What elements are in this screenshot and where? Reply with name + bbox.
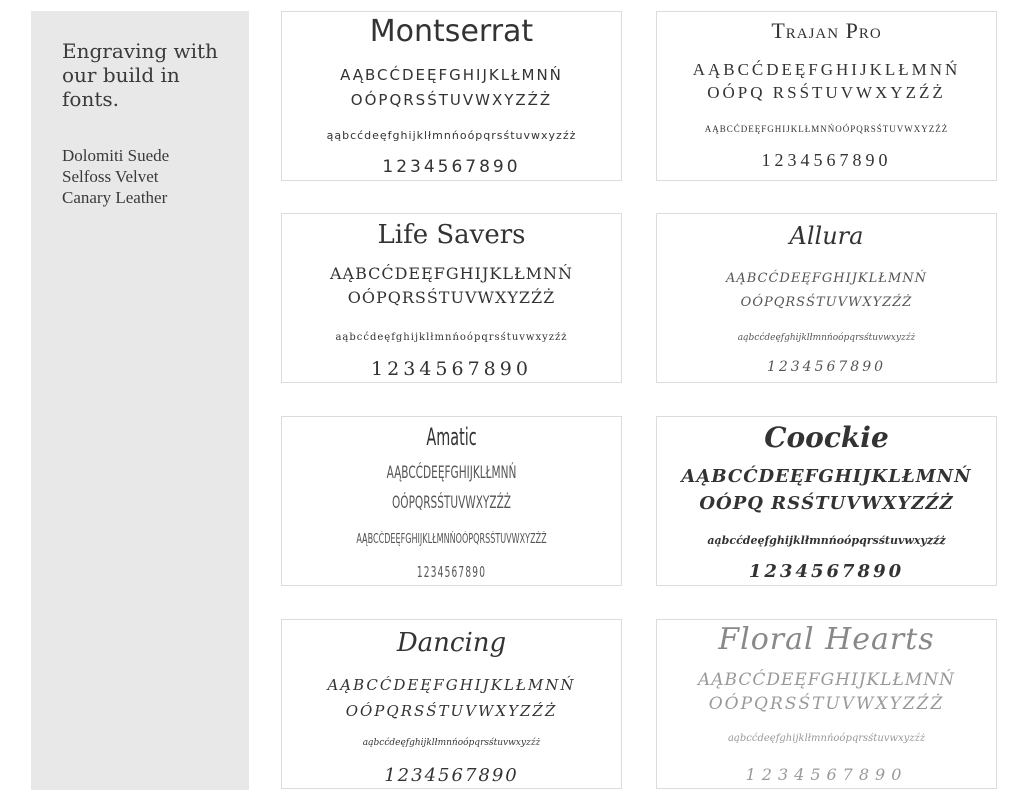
font-name: Trajan Pro: [771, 18, 882, 43]
digits-sample: 1234567890: [748, 561, 905, 582]
digits-sample: 1234567890: [384, 765, 519, 786]
uppercase-sample-line-2: OÓPQ RSŚTUVWXYZŹŻ: [707, 83, 946, 102]
material-item: Dolomiti Suede: [62, 146, 170, 165]
font-name: Life Savers: [377, 220, 526, 250]
font-card-floral-hearts: [656, 619, 997, 789]
lowercase-sample: aąbcćdeęfghijklłmnńoópqrsśtuvwxyzźż: [335, 332, 568, 343]
sidebar-panel: [31, 11, 249, 790]
uppercase-sample-line-1: AĄBCĆDEĘFGHIJKLŁMNŃ: [725, 271, 928, 286]
uppercase-sample-line-1: AĄBCĆDEĘFGHIJKLŁMNŃ: [692, 60, 961, 79]
font-name: Floral Hearts: [718, 622, 935, 657]
uppercase-sample-line-2: OÓPQRSŚTUVWXYZŹŻ: [391, 493, 512, 513]
font-name: Montserrat: [369, 14, 534, 49]
font-card-coockie: [656, 416, 997, 586]
uppercase-sample-line-2: OÓPQRSŚTUVWXYZŹŻ: [345, 702, 558, 720]
material-item: Canary Leather: [62, 188, 168, 207]
uppercase-sample-line-2: OÓPQRSŚTUVWXYZŹŻ: [708, 694, 945, 714]
digits-sample: 1234567890: [761, 150, 892, 170]
material-item: Selfoss Velvet: [62, 167, 159, 186]
lowercase-sample: aąbcćdeęfghijklłmnńoópqrsśtuvwxyzźż: [362, 738, 541, 748]
uppercase-sample-line-1: AĄBCĆDEĘFGHIJKLŁMNŃ: [340, 66, 563, 84]
lowercase-sample: aąbcćdeęfghijklłmnńoópqrsśtuvwxyzźż: [707, 534, 946, 547]
materials-list: [62, 145, 242, 208]
lowercase-sample: ąąbcćdeęfghijklłmnńoópqrsśtuvwxyzźż: [326, 129, 577, 142]
uppercase-sample-line-2: OÓPQ RSŚTUVWXYZŹŻ: [699, 493, 954, 514]
uppercase-sample-line-1: AĄBCĆDEĘFGHIJKLŁMNŃ: [329, 264, 574, 283]
font-card-dancing: [281, 619, 622, 789]
lowercase-sample: aąbcćdeęfghijklłmnńoópqrsśtuvwxyzźż: [727, 733, 926, 744]
font-card-allura: [656, 213, 997, 383]
font-name: Coockie: [764, 421, 889, 454]
font-name: Allura: [789, 222, 864, 250]
lowercase-sample: AĄBCĆDEĘFGHIJKLŁMNŃOÓPQRSŚTUVWXYZŹŻ: [704, 124, 949, 134]
lowercase-sample: AĄBCĆDEĘFGHIJKLŁMNŃOÓPQRSŚTUVWXYZŹŻ: [356, 532, 547, 547]
digits-sample: 1234567890: [371, 358, 532, 380]
font-name: Amatic: [426, 423, 477, 451]
digits-sample: 1234567890: [416, 563, 487, 581]
uppercase-sample-line-2: OÓPQRSŚTUVWXYZŹŻ: [347, 288, 556, 307]
uppercase-sample-line-1: AĄBCĆDEĘFGHIJKLŁMNŃ: [386, 463, 517, 483]
uppercase-sample-line-1: AĄBCĆDEĘFGHIJKLŁMNŃ: [327, 676, 576, 694]
digits-sample: 1234567890: [766, 359, 887, 375]
uppercase-sample-line-1: AĄBCĆDEĘFGHIJKLŁMNŃ: [681, 466, 972, 487]
font-card-amatic: [281, 416, 622, 586]
font-name: Dancing: [396, 628, 507, 658]
lowercase-sample: aąbcćdeęfghijklłmnńoópqrsśtuvwxyzźż: [737, 333, 916, 343]
uppercase-sample-line-2: OÓPQRSŚTUVWXYZŹŻ: [350, 91, 553, 109]
digits-sample: 1234567890: [382, 157, 521, 177]
font-card-montserrat: [281, 11, 622, 181]
font-card-life-savers: [281, 213, 622, 383]
sidebar-heading: Engraving with our build in fonts.: [62, 39, 218, 111]
uppercase-sample-line-1: AĄBCĆDEĘFGHIJKLŁMNŃ: [697, 670, 956, 690]
uppercase-sample-line-2: OÓPQRSŚTUVWXYZŹŻ: [740, 295, 913, 310]
font-card-trajan-pro: [656, 11, 997, 181]
digits-sample: 1234567890: [745, 765, 908, 784]
